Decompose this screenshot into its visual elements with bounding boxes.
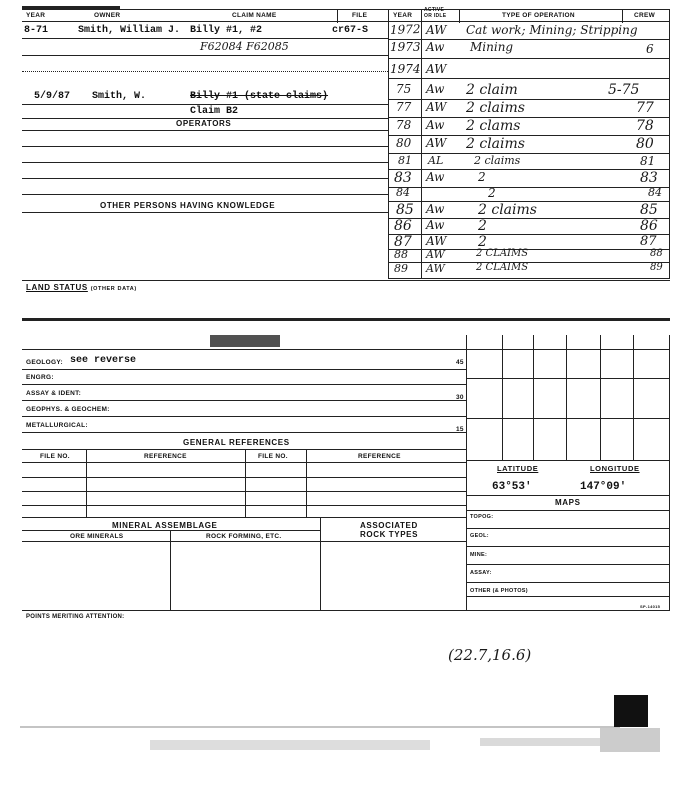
row-line	[22, 212, 388, 213]
activity-status: Aw	[426, 218, 445, 232]
col-claim-name-header: CLAIM NAME	[232, 12, 277, 19]
bottom-line	[22, 610, 670, 611]
mineral-top-line	[22, 517, 466, 518]
header-bottom-line	[22, 21, 670, 22]
owner-2-claim: Billy #1 (state claims)	[190, 91, 329, 102]
activity-status: AW	[426, 62, 447, 76]
grid-line	[466, 528, 669, 529]
col-active-header: ACTIVE	[424, 7, 445, 13]
owner-1-name: Smith, William J.	[78, 25, 181, 36]
activity-year: 75	[396, 82, 412, 96]
row-line	[22, 541, 466, 542]
year2-col-divider	[388, 9, 389, 279]
activity-year: 1973	[390, 40, 421, 54]
crew-col-divider	[622, 9, 623, 23]
activity-crew: 77	[636, 100, 654, 116]
grid-line	[466, 460, 669, 461]
activity-status: Aw	[426, 40, 445, 54]
scan-band	[22, 318, 670, 321]
activity-type: 2 claims	[466, 100, 525, 116]
num-45-label: 45	[456, 359, 464, 366]
row-line	[22, 477, 466, 478]
grid-line	[466, 510, 669, 511]
col-owner-header: OWNER	[94, 12, 121, 19]
right-panel-divider	[466, 335, 467, 610]
owner-2-name: Smith, W.	[92, 91, 147, 102]
rock-types-label: ROCK TYPES	[360, 530, 419, 539]
activity-year: 1972	[389, 21, 421, 37]
row-line	[388, 58, 669, 59]
activity-status: Aw	[426, 170, 445, 184]
owner-1-year: 8-71	[24, 25, 49, 36]
assay-map-label: ASSAY:	[470, 570, 492, 576]
row-line	[22, 449, 466, 450]
activity-type: Mining	[470, 40, 514, 54]
col-crew-header: CREW	[634, 12, 656, 19]
scan-noise	[600, 728, 660, 752]
mineral-assemblage-label: MINERAL ASSEMBLAGE	[112, 521, 218, 530]
activity-year: 80	[396, 136, 412, 150]
activity-status: Aw	[426, 118, 445, 132]
row-line	[22, 384, 466, 385]
geol-label: GEOL:	[470, 533, 489, 539]
col-year-header: YEAR	[26, 12, 46, 19]
mine-label: MINE:	[470, 552, 488, 558]
activity-type: 2 CLAIMS	[476, 248, 529, 259]
file-no-label-1: FILE NO.	[40, 453, 70, 460]
activity-crew: 5-75	[608, 82, 640, 98]
row-line	[22, 432, 466, 433]
activity-status: Aw	[426, 202, 445, 216]
activity-crew: 81	[640, 154, 656, 168]
row-line	[388, 187, 669, 188]
activity-crew: 80	[636, 136, 654, 152]
other-persons-label: OTHER PERSONS HAVING KNOWLEDGE	[100, 201, 276, 210]
geology-top-line	[22, 349, 670, 350]
active-col-divider	[421, 9, 422, 279]
activity-year: 83	[394, 170, 412, 186]
activity-type: 2	[478, 234, 487, 250]
row-line	[22, 491, 466, 492]
engrg-label: ENGRG:	[26, 374, 54, 381]
row-line	[22, 178, 388, 179]
other-data-text: (OTHER DATA)	[90, 286, 137, 292]
ref-col-divider	[245, 449, 246, 517]
scan-black-mark	[614, 695, 648, 727]
activity-year: 1974	[390, 62, 421, 76]
col-year2-header: YEAR	[393, 12, 413, 19]
activity-year: 77	[396, 100, 412, 114]
activity-type: 2	[478, 218, 487, 234]
activity-status: AW	[426, 248, 445, 261]
owner-1-claim: Billy #1, #2	[190, 25, 263, 36]
activity-type: 2 claim	[466, 82, 518, 98]
topog-label: TOPOG:	[470, 514, 494, 520]
right-border	[669, 335, 670, 610]
activity-crew: 6	[646, 42, 654, 56]
num-15-label: 15	[456, 426, 464, 433]
activity-year: 88	[394, 248, 408, 261]
scan-noise	[480, 738, 600, 746]
mineral-col-divider	[170, 530, 171, 610]
activity-type: 2	[488, 186, 496, 200]
other-photos-label: OTHER (& PHOTOS)	[470, 588, 528, 594]
activity-type: 2 CLAIMS	[476, 262, 529, 273]
metallurgical-label: METALLURGICAL:	[26, 422, 88, 429]
row-line	[22, 130, 388, 131]
num-30-label: 30	[456, 394, 464, 401]
file-no-label-2: FILE NO.	[258, 453, 288, 460]
grid-line	[566, 335, 567, 460]
activity-type: Cat work; Mining; Stripping	[466, 23, 638, 37]
grid-line	[466, 564, 669, 565]
activity-status: AW	[426, 136, 447, 150]
activity-status: AW	[426, 262, 445, 275]
col-file-header: FILE	[352, 12, 368, 19]
grid-line	[633, 335, 634, 460]
activity-type: 2 clams	[466, 118, 521, 134]
row-line	[22, 530, 320, 531]
col-idle-header: OR IDLE	[424, 13, 447, 19]
scan-noise	[150, 740, 430, 750]
scan-smudge	[210, 335, 280, 347]
mineral-col-divider	[320, 517, 321, 610]
ref-col-divider	[306, 449, 307, 517]
coordinates-note: (22.7,16.6)	[448, 646, 532, 664]
activity-type: 2	[478, 170, 486, 184]
row-line	[22, 400, 466, 401]
geology-label: GEOLOGY:	[26, 359, 63, 366]
row-line	[22, 38, 388, 39]
activity-type: 2 claims	[474, 154, 521, 167]
form-number: SP-14015	[640, 604, 661, 609]
activity-status: AW	[426, 234, 447, 248]
grid-line	[600, 335, 601, 460]
activity-year: 84	[396, 186, 410, 199]
row-line	[388, 78, 669, 79]
activity-year: 81	[398, 154, 412, 167]
land-status-label	[26, 283, 137, 292]
col-type-header: TYPE OF OPERATION	[502, 12, 575, 19]
type-col-divider	[459, 9, 460, 23]
activity-year: 89	[394, 262, 408, 275]
grid-line	[533, 335, 534, 460]
grid-line	[502, 335, 503, 460]
activity-year: 78	[396, 118, 412, 132]
row-line	[22, 162, 388, 163]
activity-crew: 78	[636, 118, 654, 134]
longitude-label: LONGITUDE	[590, 464, 640, 473]
latitude-label: LATITUDE	[497, 464, 539, 473]
associated-label: ASSOCIATED	[360, 521, 418, 530]
assay-ident-label: ASSAY & IDENT:	[26, 390, 82, 397]
activity-year: 85	[396, 202, 414, 218]
longitude-value: 147°09'	[580, 481, 627, 493]
owner-2-claim2: Claim B2	[190, 106, 239, 117]
row-line	[22, 104, 388, 105]
scan-noise	[20, 726, 620, 728]
row-line	[388, 278, 669, 279]
activity-crew: 89	[650, 262, 663, 273]
owner-2-year: 5/9/87	[34, 91, 71, 102]
ore-minerals-label: ORE MINERALS	[70, 533, 124, 540]
activity-year: 86	[394, 218, 412, 234]
ref-col-divider	[86, 449, 87, 517]
grid-line	[466, 418, 669, 419]
rock-forming-label: ROCK FORMING, ETC.	[206, 533, 282, 540]
row-line	[22, 194, 388, 195]
activity-status: AW	[426, 100, 447, 114]
row-line	[22, 369, 466, 370]
activity-year: 87	[394, 234, 412, 250]
operators-label: OPERATORS	[176, 119, 232, 128]
activity-status: AW	[426, 23, 447, 37]
grid-line	[466, 582, 669, 583]
general-references-label: GENERAL REFERENCES	[183, 438, 290, 447]
activity-crew: 83	[640, 170, 658, 186]
row-line	[22, 462, 466, 463]
geophys-label: GEOPHYS. & GEOCHEM:	[26, 406, 110, 413]
grid-line	[466, 378, 669, 379]
activity-crew: 87	[640, 234, 657, 249]
row-line	[22, 55, 388, 56]
maps-label: MAPS	[555, 498, 581, 507]
activity-type: 2 claims	[466, 136, 525, 152]
right-border	[669, 9, 670, 279]
reference-label-1: REFERENCE	[144, 453, 187, 460]
land-status-text: LAND STATUS	[26, 283, 88, 292]
activity-status: AL	[428, 154, 444, 167]
activity-crew: 86	[640, 218, 658, 234]
land-status-top-line	[22, 280, 670, 281]
reference-label-2: REFERENCE	[358, 453, 401, 460]
row-line	[22, 416, 466, 417]
row-line	[22, 71, 388, 72]
file-col-divider	[337, 9, 338, 23]
header-top-line	[22, 9, 670, 10]
owner-1-claim-numbers: F62084 F62085	[200, 40, 289, 53]
row-line	[22, 505, 466, 506]
owner-1-file: cr67-S	[332, 25, 369, 36]
activity-crew: 88	[650, 248, 663, 259]
activity-crew: 84	[648, 186, 662, 199]
grid-line	[466, 596, 669, 597]
grid-line	[466, 495, 669, 496]
row-line	[22, 146, 388, 147]
latitude-value: 63°53'	[492, 481, 532, 493]
activity-type: 2 claims	[478, 202, 537, 218]
activity-crew: 85	[640, 202, 658, 218]
activity-status: Aw	[426, 82, 445, 96]
geology-value: see reverse	[70, 355, 137, 366]
grid-line	[466, 546, 669, 547]
points-meriting-label: POINTS MERITING ATTENTION:	[26, 614, 125, 620]
